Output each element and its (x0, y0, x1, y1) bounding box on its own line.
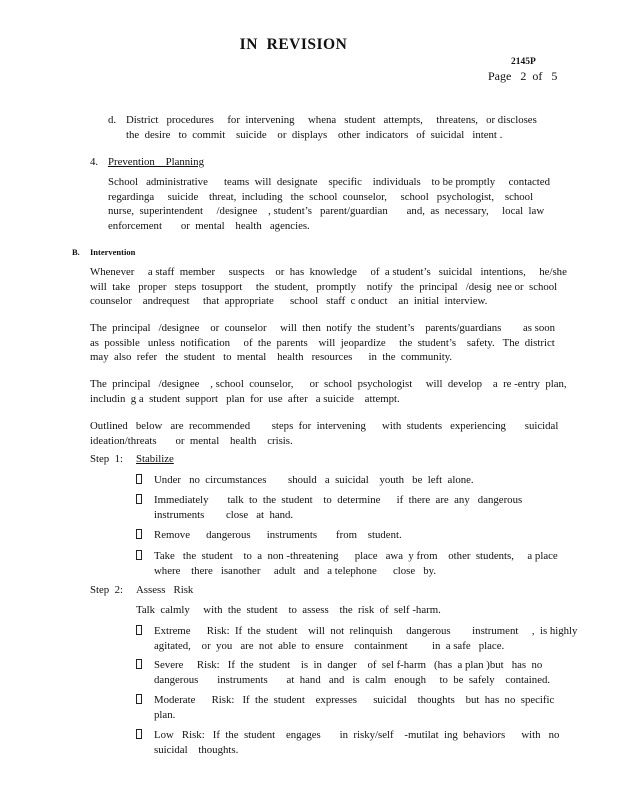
step-2-label: Step 2: (90, 584, 123, 596)
prevention-text-line: enforcement or mental health agencies. (108, 219, 310, 232)
step-2-bullet-line: Extreme Risk: If the student will not relinquish dangerous instrument , is highly (154, 625, 578, 637)
intervention-heading: Intervention (90, 247, 136, 257)
paragraph-line: as possible unless notification of the parents will jeopardize the student’s safety. The district (90, 336, 555, 349)
item-d-line: the desire to commit suicide or displays other indicators of suicidal intent . (126, 128, 503, 141)
step-2-bullet-line: plan. (154, 708, 176, 721)
paragraph-line: Outlined below are recommended steps for intervening with students experiencing suicidal (90, 420, 559, 432)
paragraph-line: The principal /designee or counselor will then notify the student’s parents/guardians as soon (90, 322, 556, 334)
paragraph-line: counselor andrequest that appropriate school staff c onduct an initial interview. (90, 295, 488, 308)
step-1-bullet-line: Remove dangerous instruments from student. (154, 529, 402, 541)
item-d-line: District procedures for intervening whena student attempts, threatens, or discloses (126, 114, 537, 126)
bullet-icon (136, 528, 154, 543)
step-2-bullet-line: Low Risk: If the student engages in risky/self -mutilat ing behaviors with no (154, 729, 560, 741)
step-2-title: Assess Risk (136, 584, 194, 596)
step-2-bullet-line: suicidal thoughts. (154, 743, 239, 756)
section-b-label: B. (72, 247, 80, 257)
page-number: Page 2 of 5 (488, 69, 558, 83)
paragraph-line: ideation/threats or mental health crisis. (90, 434, 293, 447)
bullet-icon (136, 728, 154, 743)
paragraph-line: may also refer the student to mental health resources in the community. (90, 351, 453, 364)
bullet-icon (136, 473, 154, 488)
prevention-text-line: regardinga suicide threat, including the school counselor, school psychologist, school (108, 190, 534, 203)
step-2-bullet-line: dangerous instruments at hand and is calm enough to be safely contained. (154, 673, 551, 686)
prevention-text-line: School administrative teams will designate specific individuals to be promptly contacted (108, 176, 550, 188)
paragraph-line: The principal /designee , school counselor, or school psychologist will develop a re -entry plan, (90, 378, 567, 390)
item-4-label: 4. (90, 156, 99, 168)
paragraph-line: will take proper steps tosupport the student, promptly notify the principal /desig nee or school (90, 280, 558, 293)
prevention-text-line: nurse, superintendent /designee , student’s parent/guardian and, as necessary, local law (108, 205, 545, 218)
step-2-bullet-line: Severe Risk: If the student is in danger of sel f-harm (has a plan )but has no (154, 659, 543, 671)
step-1-title: Stabilize (136, 453, 174, 465)
step-2-bullet-line: agitated, or you are not able to ensure containment in a safe place. (154, 639, 505, 652)
bullet-icon (136, 549, 154, 564)
step-2-intro: Talk calmly with the student to assess the risk of self -harm. (136, 604, 441, 616)
paragraph-line: includin g a student support plan for use after a suicide attempt. (90, 392, 400, 405)
step-1-bullet-line: instruments close at hand. (154, 508, 294, 521)
bullet-icon (136, 693, 154, 708)
document-code: 2145P (511, 57, 536, 67)
bullet-icon (136, 658, 154, 673)
step-1-label: Step 1: (90, 453, 123, 465)
bullet-icon (136, 624, 154, 639)
step-1-bullet-line: Immediately talk to the student to determine if there are any dangerous (154, 494, 523, 506)
step-2-bullet-line: Moderate Risk: If the student expresses suicidal thoughts but has no specific (154, 694, 555, 706)
prevention-planning-heading: Prevention Planning (108, 156, 204, 168)
item-d-label: d. (108, 114, 117, 126)
bullet-icon (136, 493, 154, 508)
step-1-bullet-line: Take the student to a non -threatening place awa y from other students, a place (154, 550, 558, 562)
paragraph-line: Whenever a staff member suspects or has knowledge of a student’s suicidal intentions, he/she (90, 266, 567, 278)
step-1-bullet-line: Under no circumstances should a suicidal youth be left alone. (154, 474, 474, 486)
document-title: IN REVISION (239, 36, 348, 53)
step-1-bullet-line: where there isanother adult and a telephone close by. (154, 564, 437, 577)
